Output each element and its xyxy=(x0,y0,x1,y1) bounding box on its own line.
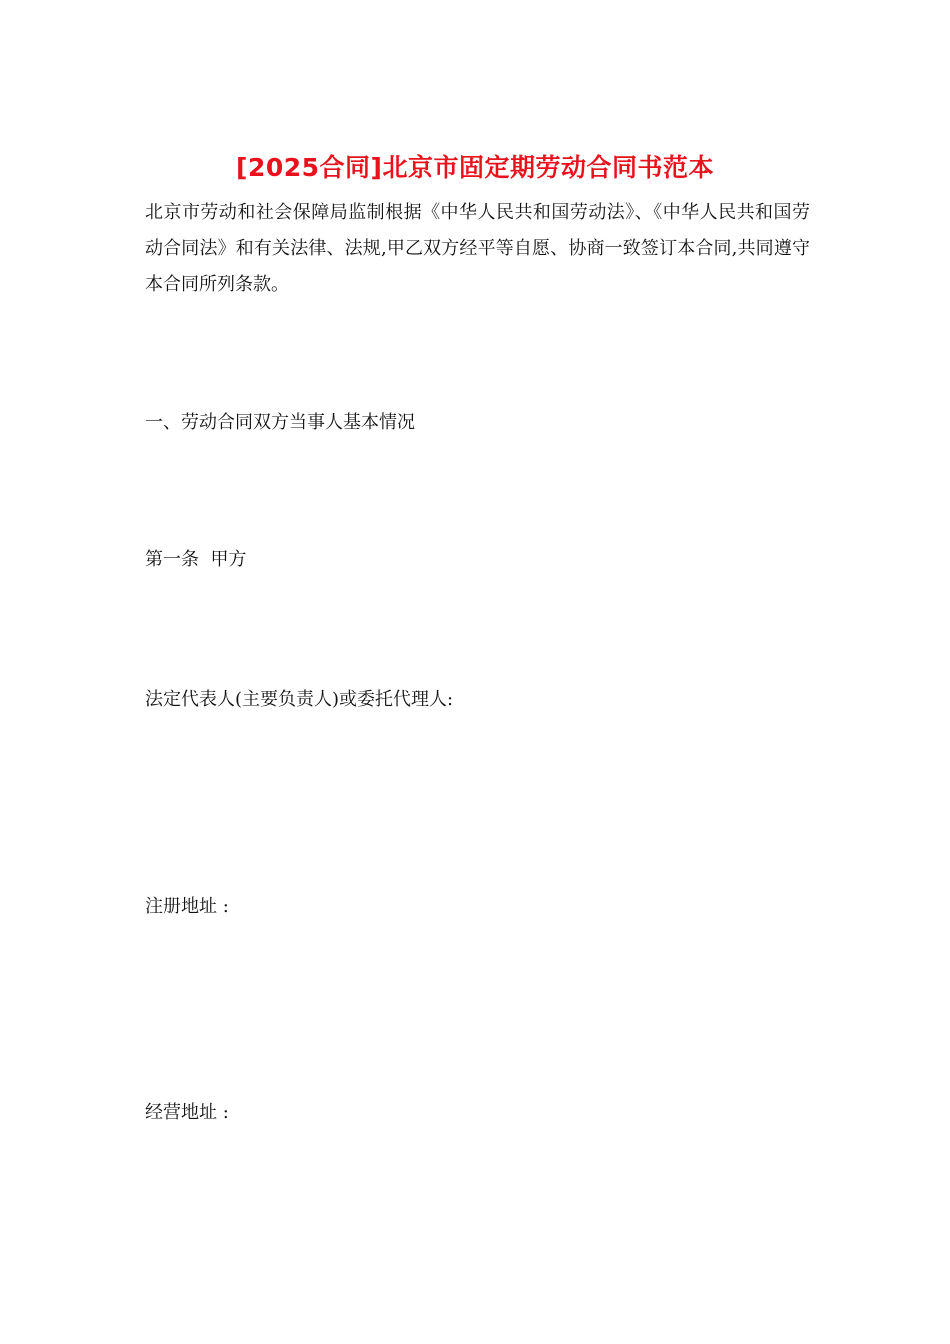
intro-paragraph: 北京市劳动和社会保障局监制根据《中华人民共和国劳动法》、《中华人民共和国劳动合同法》和有关法律、法规,甲乙双方经平等自愿、协商一致签订本合同,共同遵守本合同所列条款。 xyxy=(145,202,810,295)
section-heading: 一、劳动合同双方当事人基本情况 xyxy=(145,412,415,433)
article-1-heading: 第一条 甲方 xyxy=(145,549,247,570)
business-address-label: 经营地址 : xyxy=(145,1102,229,1123)
registered-address-label: 注册地址 : xyxy=(145,896,229,917)
document-title: [2025合同]北京市固定期劳动合同书范本 xyxy=(236,153,714,182)
legal-representative-label: 法定代表人(主要负责人)或委托代理人: xyxy=(145,689,454,710)
